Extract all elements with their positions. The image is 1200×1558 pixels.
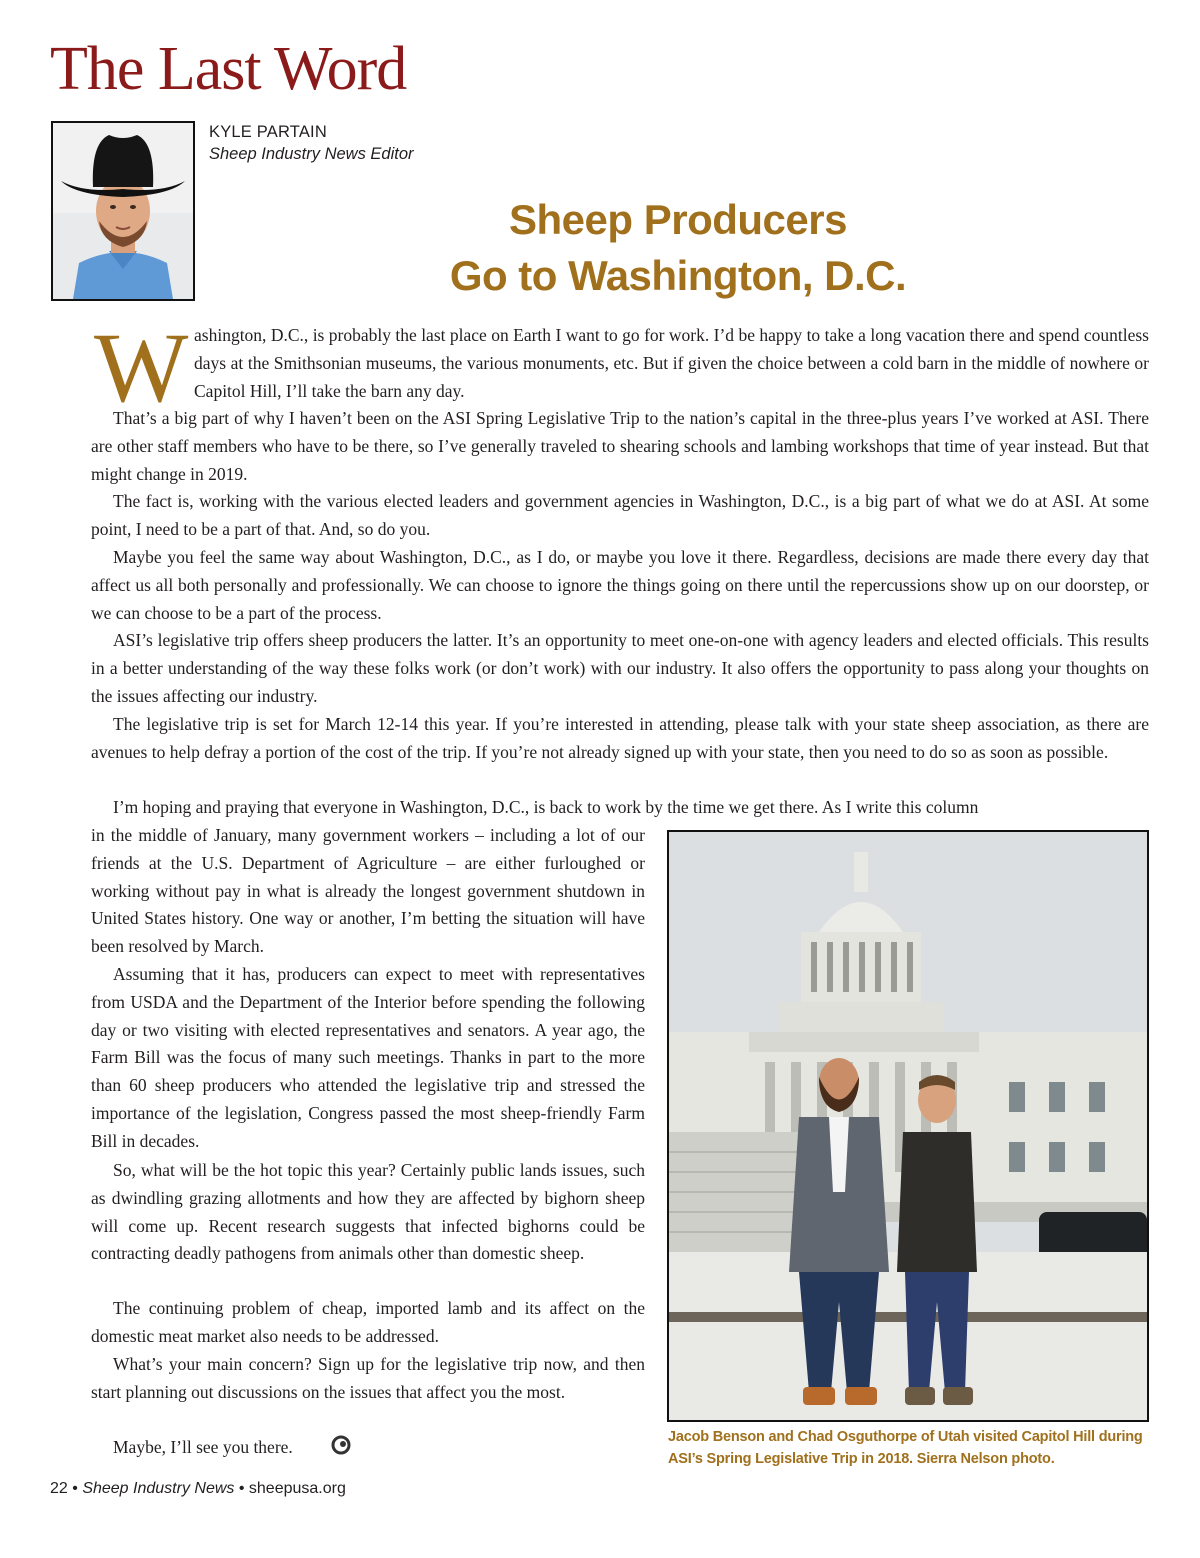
- headline-line-1: Sheep Producers: [509, 196, 847, 243]
- publication-name: Sheep Industry News: [82, 1480, 235, 1497]
- website: sheepusa.org: [248, 1480, 346, 1497]
- paragraph-11: What’s your main concern? Sign up for the legislative trip now, and then start planning out discussions on the issues that affect you the most.: [91, 1354, 645, 1402]
- author-headshot: [51, 121, 195, 301]
- paragraph-1: ashington, D.C., is probably the last place on Earth I want to go for work. I’d be happy to take a long vacation there and spend countless days at the Smithsonian museums, the various monuments, etc. But if given the choice between a cold barn in the middle of nowhere or Capitol Hill, I’ll take the barn any day.: [194, 325, 1149, 401]
- author-name: KYLE PARTAIN: [209, 123, 327, 141]
- paragraph-8: Assuming that it has, producers can expect to meet with representatives from USDA and the Department of the Interior before spending the following day or two visiting with elected representatives and senators. A year ago, the Farm Bill was the focus of many such meetings. Thanks in part to the more than 60 sheep producers who attended the legislative trip and stressed the importance of the legislation, Congress passed the most sheep-friendly Farm Bill in decades.: [91, 964, 645, 1151]
- page-footer: [50, 1480, 346, 1498]
- photo-caption: [668, 1426, 1158, 1470]
- capitol-photo: [667, 830, 1149, 1422]
- article-headline: [376, 192, 980, 304]
- drop-cap: W: [94, 312, 189, 423]
- paragraph-6: The legislative trip is set for March 12-14 this year. If you’re interested in attending, please talk with your state sheep association, as there are avenues to help defray a portion of the cost of the trip. If you’re not already signed up with your state, then you need to do so as soon as possible.: [91, 714, 1149, 762]
- caption-line-2: ASI’s Spring Legislative Trip in 2018. Sierra Nelson photo.: [668, 1451, 1055, 1467]
- headline-line-2: Go to Washington, D.C.: [449, 252, 907, 299]
- paragraph-12: [91, 1434, 645, 1463]
- byline: [209, 121, 414, 165]
- footer-bullet: •: [238, 1480, 245, 1497]
- page-number: 22: [50, 1480, 68, 1497]
- paragraph-10: The continuing problem of cheap, imported lamb and its affect on the domestic meat market also needs to be addressed.: [91, 1298, 645, 1346]
- footer-bullet: •: [72, 1480, 78, 1497]
- section-title: The Last Word: [50, 35, 407, 103]
- paragraph-5: ASI’s legislative trip offers sheep producers the latter. It’s an opportunity to meet one-on-one with agency leaders and elected officials. This results in a better understanding of the way these folks work (or don’t work) with our industry. It also offers the opportunity to pass along your thoughts on the issues affecting our industry.: [91, 630, 1149, 706]
- paragraph-3: The fact is, working with the various elected leaders and government agencies in Washington, D.C., is a big part of what we do at ASI. At some point, I need to be a part of that. And, so do you.: [91, 491, 1149, 539]
- paragraph-9: So, what will be the hot topic this year? Certainly public lands issues, such as dwindling grazing allotments and how they are affected by bighorn sheep will come up. Recent research suggests that infected bighorns could be contracting deadly pathogens from animals other than domestic sheep.: [91, 1160, 645, 1264]
- paragraph-4: Maybe you feel the same way about Washington, D.C., as I do, or maybe you love it there. Regardless, decisions are made there every day that affect us all both personally and professionally. We can choose to ignore the things going on there until the repercussions show up on our doorstep, or we can choose to be a part of the process.: [91, 547, 1149, 623]
- author-role: Sheep Industry News Editor: [209, 145, 414, 163]
- paragraph-7-continued: in the middle of January, many government workers – including a lot of our friends at the U.S. Department of Agriculture – are either furloughed or working without pay in what is already the longest government shutdown in United States history. One way or another, I’m betting the situation will have been resolved by March.: [91, 825, 645, 957]
- caption-line-1: Jacob Benson and Chad Osguthorpe of Utah visited Capitol Hill during: [668, 1429, 1143, 1445]
- end-mark-icon: [309, 1435, 351, 1464]
- paragraph-7-start: I’m hoping and praying that everyone in Washington, D.C., is back to work by the time we get there. As I write this column: [113, 797, 979, 817]
- paragraph-2: That’s a big part of why I haven’t been on the ASI Spring Legislative Trip to the nation’s capital in the three-plus years I’ve worked at ASI. There are other staff members who have to be there, so I’ve generally traveled to shearing schools and lambing workshops that time of year instead. But that might change in 2019.: [91, 408, 1149, 484]
- closing-line: Maybe, I’ll see you there.: [113, 1437, 293, 1457]
